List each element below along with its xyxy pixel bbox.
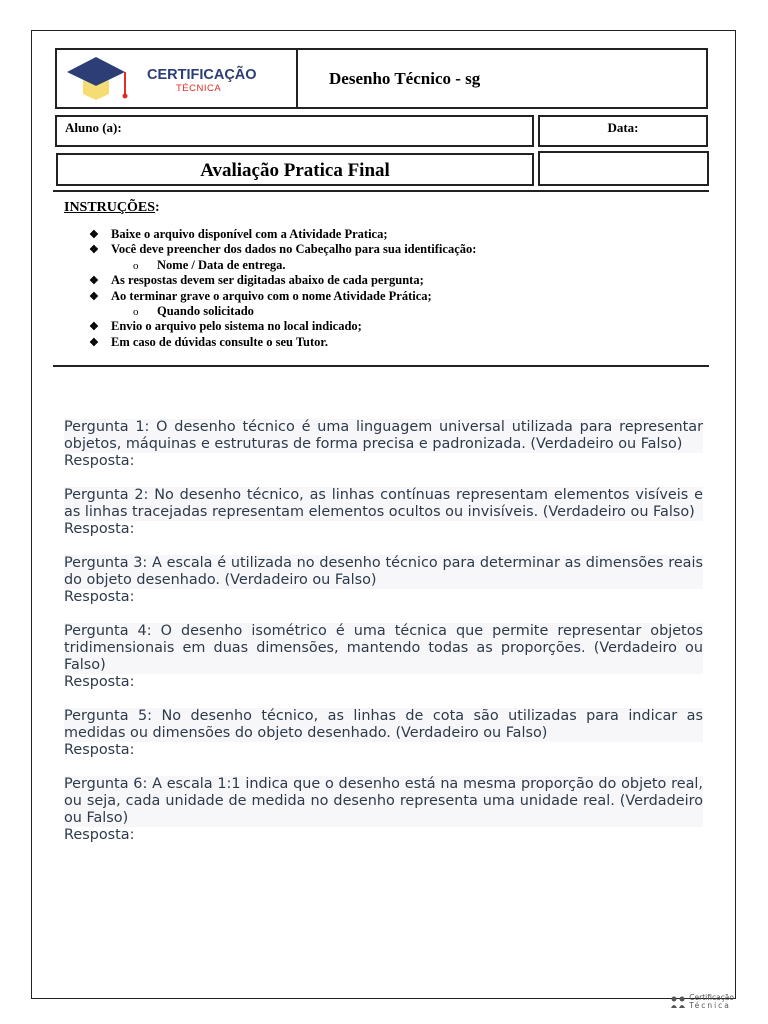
- question-text: Pergunta 1: O desenho técnico é uma linguagem universal utilizada para representar objetos, máquinas e estruturas de forma precisa e padronizada. (Verdadeiro ou Falso): [64, 419, 703, 452]
- date-field[interactable]: [538, 115, 708, 147]
- diamond-bullet-icon: ❖: [89, 336, 99, 349]
- question-text: Pergunta 6: A escala 1:1 indica que o desenho está na mesma proporção do objeto real, ou seja, cada unidade de medida no desenho representa uma unidade real. (Verdadeiro ou Falso): [64, 776, 703, 826]
- evaluation-title: Avaliação Pratica Final: [200, 160, 390, 181]
- question-block: [64, 555, 703, 606]
- footer-people-icon: [670, 995, 686, 1009]
- logo-text-line2: TÉCNICA: [176, 83, 222, 94]
- circle-bullet-icon: o: [133, 305, 139, 318]
- course-title: Desenho Técnico - sg: [329, 68, 481, 88]
- instruction-subitem: o Nome / Data de entrega.: [89, 258, 476, 273]
- instruction-item: ❖ Você deve preencher dos dados no Cabeçalho para sua identificação:: [89, 242, 476, 257]
- question-text: Pergunta 5: No desenho técnico, as linhas de cota são utilizadas para indicar as medidas ou dimensões do objeto desenhado. (Verdadeiro ou Falso): [64, 708, 703, 741]
- student-name-field[interactable]: [55, 115, 534, 147]
- question-text: Pergunta 4: O desenho isométrico é uma técnica que permite representar objetos tridimensionais em duas dimensões, mantendo todas as proporções. (Verdadeiro ou Falso): [64, 623, 703, 673]
- question-block: [64, 708, 703, 759]
- instruction-subitem: o Quando solicitado: [89, 304, 476, 319]
- answer-field[interactable]: Resposta:: [64, 827, 135, 843]
- questions-section: [64, 419, 703, 861]
- footer-logo-line2: Técnica: [689, 1001, 731, 1010]
- logo-text-line1: CERTIFICAÇÃO: [147, 67, 257, 83]
- diamond-bullet-icon: ❖: [89, 321, 99, 334]
- diamond-bullet-icon: ❖: [89, 290, 99, 303]
- question-block: [64, 419, 703, 470]
- course-title-cell: [296, 48, 708, 109]
- student-label: Aluno (a):: [65, 120, 122, 135]
- instructions-title: INSTRUÇÕES:: [64, 200, 160, 215]
- grade-field[interactable]: [538, 151, 709, 186]
- answer-field[interactable]: Resposta:: [64, 453, 135, 469]
- instruction-item: ❖ As respostas devem ser digitadas abaixo de cada pergunta;: [89, 273, 476, 288]
- footer-logo: [670, 994, 734, 1010]
- footer-logo-line1: Certificação: [689, 993, 734, 1002]
- diamond-bullet-icon: ❖: [89, 275, 99, 288]
- graduation-cap-logo-icon: [59, 51, 259, 108]
- divider-bottom: [53, 365, 709, 367]
- circle-bullet-icon: o: [133, 259, 139, 272]
- answer-field[interactable]: Resposta:: [64, 589, 135, 605]
- question-text: Pergunta 3: A escala é utilizada no desenho técnico para determinar as dimensões reais do objeto desenhado. (Verdadeiro ou Falso): [64, 555, 703, 588]
- question-block: [64, 623, 703, 691]
- instruction-item: ❖ Em caso de dúvidas consulte o seu Tutor.: [89, 335, 476, 350]
- instruction-item: ❖ Ao terminar grave o arquivo com o nome Atividade Prática;: [89, 289, 476, 304]
- question-block: [64, 776, 703, 844]
- evaluation-title-cell: [56, 153, 534, 186]
- question-text: Pergunta 2: No desenho técnico, as linhas contínuas representam elementos visíveis e as linhas tracejadas representam elementos ocultos ou invisíveis. (Verdadeiro ou Falso): [64, 487, 703, 520]
- divider-top: [53, 190, 709, 192]
- question-block: [64, 487, 703, 538]
- instruction-item: ❖ Envio o arquivo pelo sistema no local indicado;: [89, 319, 476, 334]
- answer-field[interactable]: Resposta:: [64, 742, 135, 758]
- instruction-item: ❖ Baixe o arquivo disponível com a Atividade Pratica;: [89, 227, 476, 242]
- diamond-bullet-icon: ❖: [89, 229, 99, 241]
- date-label: Data:: [607, 120, 639, 135]
- instructions-list: [89, 227, 476, 350]
- answer-field[interactable]: Resposta:: [64, 521, 135, 537]
- logo-cell: [55, 48, 298, 109]
- diamond-bullet-icon: ❖: [89, 244, 99, 257]
- answer-field[interactable]: Resposta:: [64, 674, 135, 690]
